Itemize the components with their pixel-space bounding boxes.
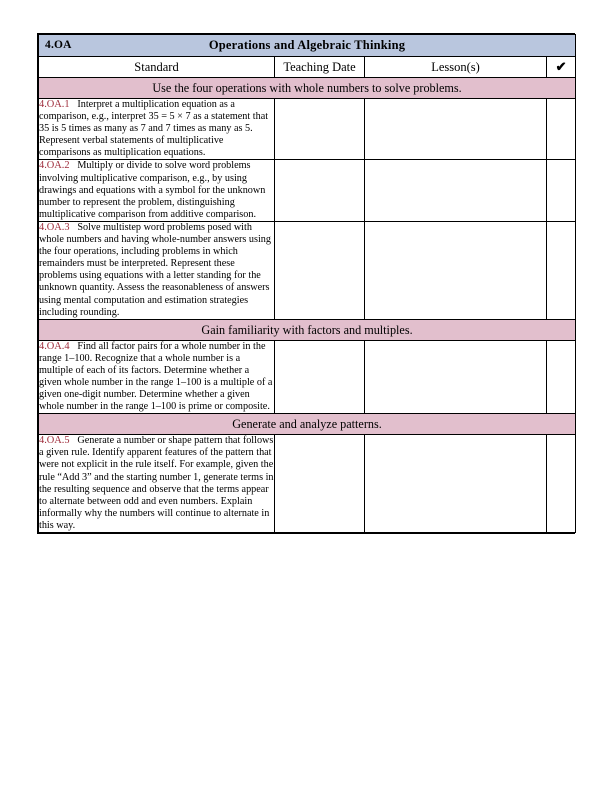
teaching-date-cell[interactable] (275, 99, 365, 160)
cluster-heading-2: Generate and analyze patterns. (39, 414, 576, 435)
table-row (39, 340, 576, 414)
standard-text: Solve multistep word problems posed with whole numbers and having whole-number answers using the four operations, including problems in which remainders must be interpreted. Represent these problems using equations with a letter standing for the unknown quantity. Assess the reasonableness of answers using mental computation and estimation strategies including rounding. (39, 221, 271, 318)
standard-cell (39, 160, 275, 221)
standard-code: 4.OA.4 (39, 340, 75, 352)
table-row (39, 99, 576, 160)
domain-code: 4.OA (45, 39, 72, 51)
column-header-teaching-date: Teaching Date (275, 57, 365, 78)
table-row (39, 221, 576, 319)
standard-code: 4.OA.3 (39, 221, 75, 233)
standard-code: 4.OA.2 (39, 160, 75, 172)
column-header-standard: Standard (39, 57, 275, 78)
standard-code: 4.OA.1 (39, 99, 75, 110)
standard-cell (39, 435, 275, 533)
column-header-lessons: Lesson(s) (365, 57, 547, 78)
cluster-heading-1: Gain familiarity with factors and multiples. (39, 319, 576, 340)
lessons-cell[interactable] (365, 221, 547, 319)
check-cell[interactable] (547, 160, 576, 221)
standard-cell (39, 221, 275, 319)
table-row (39, 435, 576, 533)
standard-text: Find all factor pairs for a whole number in the range 1–100. Recognize that a whole number is a multiple of each of its factors. Determine whether a given whole number in the range 1–100 is a multiple of a given one-digit number. Determine whether a given whole number in the range 1–100 is prime or composite. (39, 340, 273, 413)
check-cell[interactable] (547, 99, 576, 160)
standard-code: 4.OA.5 (39, 435, 75, 447)
check-cell[interactable] (547, 221, 576, 319)
teaching-date-cell[interactable] (275, 221, 365, 319)
check-cell[interactable] (547, 435, 576, 533)
standard-cell (39, 340, 275, 414)
standard-text: Multiply or divide to solve word problems involving multiplicative comparison, e.g., by using drawings and equations with a symbol for the unknown number to represent the problem, distinguishing multiplicative comparison from additive comparison. (39, 160, 266, 220)
column-header-row (39, 57, 576, 78)
cluster-heading-row (39, 78, 576, 99)
lessons-cell[interactable] (365, 99, 547, 160)
table-body (39, 35, 576, 533)
domain-title: Operations and Algebraic Thinking (208, 38, 406, 52)
standard-cell (39, 99, 275, 160)
table-row (39, 160, 576, 221)
column-header-check-icon: ✔ (547, 57, 576, 78)
standard-text: Interpret a multiplication equation as a comparison, e.g., interpret 35 = 5 × 7 as a statement that 35 is 5 times as many as 7 and 7 times as many as 5. Represent verbal statements of multiplicative comparisons as multiplication equations. (39, 99, 269, 159)
teaching-date-cell[interactable] (275, 340, 365, 414)
standard-text: Generate a number or shape pattern that follows a given rule. Identify apparent features of the pattern that were not explicit in the rule itself. For example, given the rule “Add 3” and the starting number 1, generate terms in the resulting sequence and observe that the terms appear to alternate between odd and even numbers. Explain informally why the numbers will continue to alternate in this way. (39, 435, 274, 531)
check-cell[interactable] (547, 340, 576, 414)
lessons-cell[interactable] (365, 435, 547, 533)
standards-table (38, 34, 576, 533)
teaching-date-cell[interactable] (275, 160, 365, 221)
domain-title-cell (39, 35, 576, 57)
lessons-cell[interactable] (365, 340, 547, 414)
lessons-cell[interactable] (365, 160, 547, 221)
cluster-heading-row (39, 319, 576, 340)
domain-title-row (39, 35, 576, 57)
standards-tracking-sheet (37, 33, 575, 534)
domain-title-band (39, 35, 575, 56)
teaching-date-cell[interactable] (275, 435, 365, 533)
cluster-heading-row (39, 414, 576, 435)
cluster-heading-0: Use the four operations with whole numbers to solve problems. (39, 78, 576, 99)
